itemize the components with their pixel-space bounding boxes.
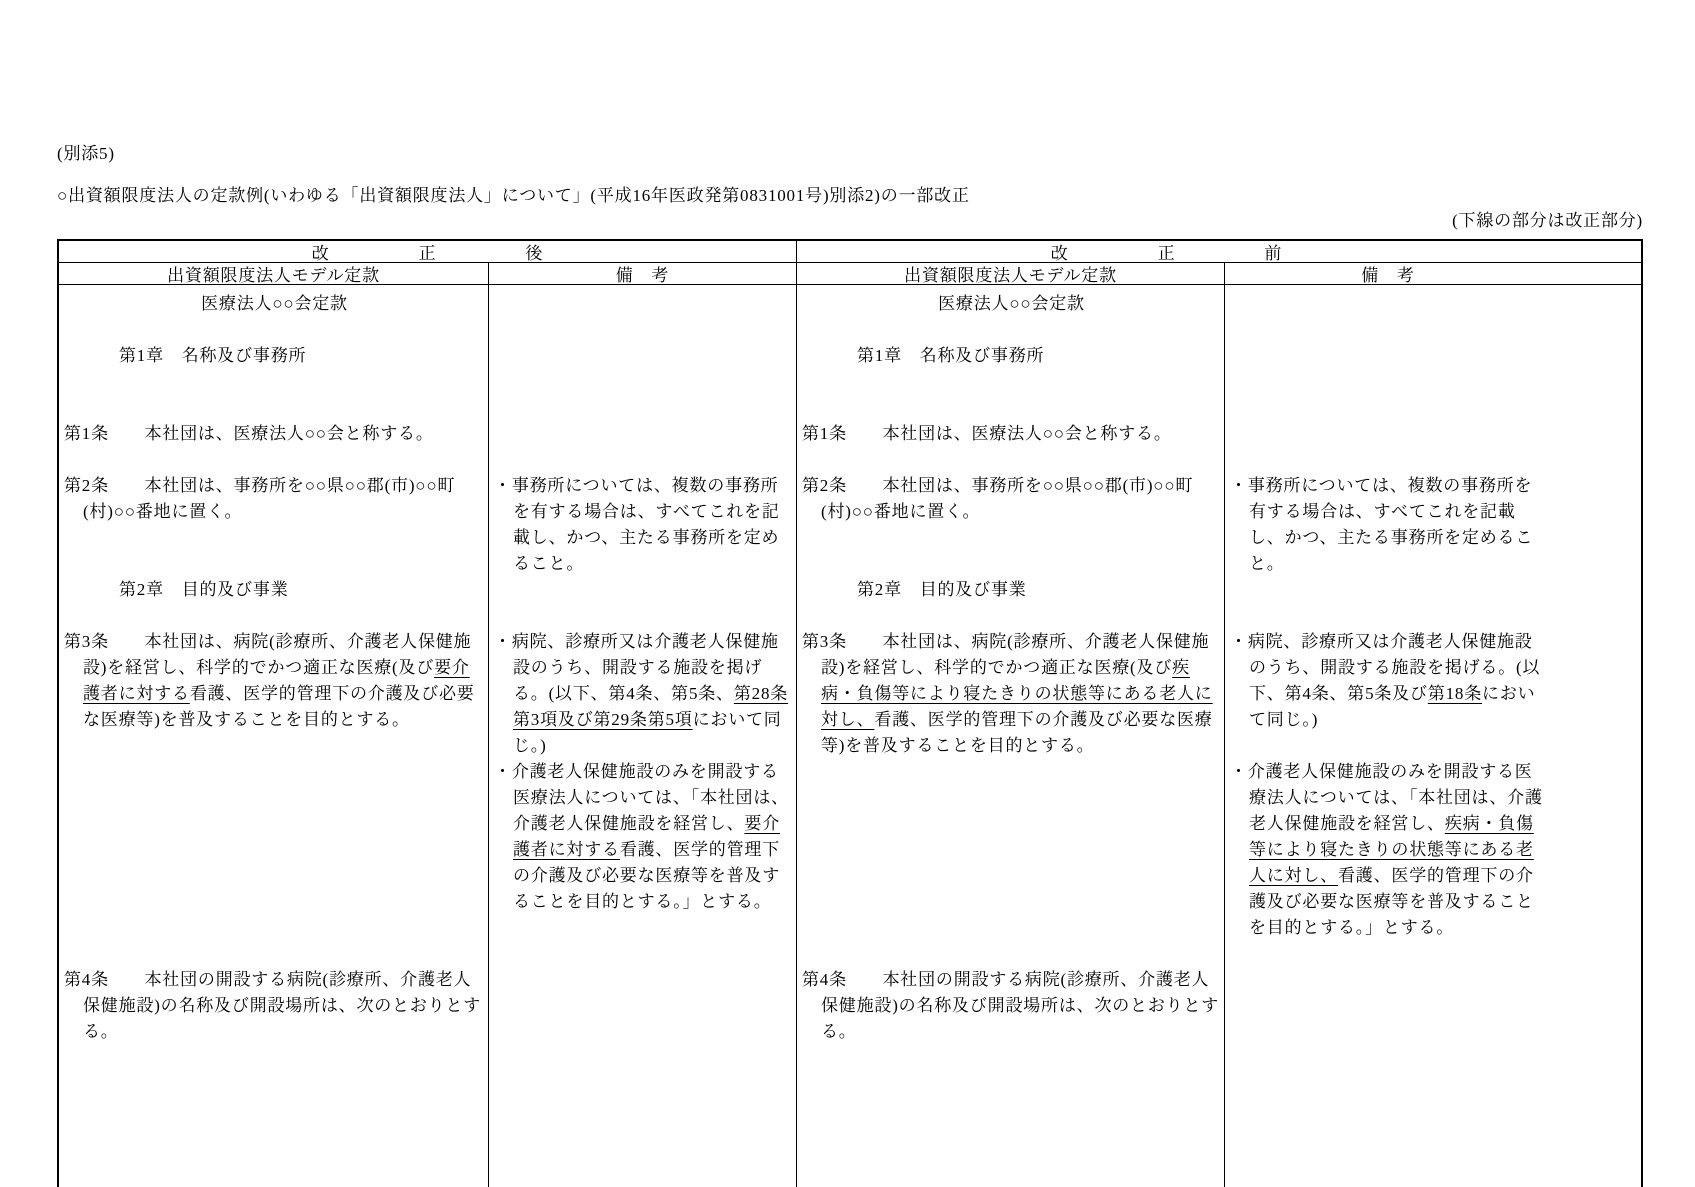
text-segment: 病院、診療所又は介護老人保健施設のうち、開設する施設を掲げる。(以下、第4条、第5条及び xyxy=(1247,632,1541,703)
spacer xyxy=(802,603,1221,629)
text-segment: 病院、診療所又は介護老人保健施設のうち、開設する施設を掲げる。(以下、第4条、第5条、 xyxy=(511,632,779,703)
charter-title xyxy=(64,291,485,317)
spacer xyxy=(494,291,793,473)
text-segment: 第4条 本社団の開設する病院(診療所、介護老人保健施設)の名称及び開設場所は、次のとおりとする。 xyxy=(64,970,482,1041)
article-paragraph xyxy=(64,629,485,733)
article-paragraph xyxy=(802,629,1221,759)
spacer xyxy=(1230,291,1543,473)
article-paragraph xyxy=(64,967,485,1045)
underlined-revision-text: 疾病・負傷等により寝たきりの状態等にある老人に対し、 xyxy=(821,658,1213,729)
bullet-marker: ・ xyxy=(1230,632,1248,651)
bullet-marker: ・ xyxy=(494,632,512,651)
remark-item xyxy=(1230,629,1543,733)
article-paragraph xyxy=(802,967,1221,1045)
text-segment: 第4条 本社団の開設する病院(診療所、介護老人保健施設)の名称及び開設場所は、次のとおりとする。 xyxy=(802,970,1220,1041)
text-segment: 事務所については、複数の事務所を有する場合は、すべてこれを記載し、かつ、主たる事務所を定めること。 xyxy=(511,476,780,573)
text-segment: 看護、医学的管理下の介護及び必要な医療等)を普及することを目的とする。 xyxy=(83,684,475,729)
spacer xyxy=(802,317,1221,343)
text-segment: において同じ。) xyxy=(1249,684,1536,729)
spacer xyxy=(802,525,1221,577)
text-segment: 第1条 本社団は、医療法人○○会と称する。 xyxy=(64,424,434,443)
bullet-marker: ・ xyxy=(494,762,512,781)
chapter-heading xyxy=(64,577,485,603)
text-segment: 第1章 名称及び事務所 xyxy=(119,346,307,365)
cell-before-model xyxy=(797,285,1225,1187)
underlined-revision-text: 要介護者に対する xyxy=(513,814,781,859)
spacer xyxy=(64,733,485,967)
chapter-heading xyxy=(802,343,1221,369)
text-segment: 事務所については、複数の事務所を有する場合は、すべてこれを記載し、かつ、主たる事務所を定めること。 xyxy=(1247,476,1534,573)
text-segment: 看護、医学的管理下の介護及び必要な医療等)を普及することを目的とする。 xyxy=(821,710,1213,755)
spacer xyxy=(64,447,485,473)
underlined-revision-text: 疾病・負傷等により寝たきりの状態等にある老人に対し、 xyxy=(1249,814,1534,885)
header-after-remarks: 備 考 xyxy=(489,263,797,285)
spacer xyxy=(802,759,1221,967)
comparison-table xyxy=(57,239,1643,1187)
text-segment: 医療法人○○会定款 xyxy=(201,294,348,313)
text-segment: 第3条 本社団は、病院(診療所、介護老人保健施設)を経営し、科学的でかつ適正な医療(及び xyxy=(64,632,472,677)
remark-item xyxy=(1230,473,1543,577)
text-segment: 第1章 名称及び事務所 xyxy=(857,346,1045,365)
cell-before-remarks xyxy=(1225,285,1641,1187)
underlined-revision-text: 要介護者に対する xyxy=(83,658,470,703)
document-title: ○出資額限度法人の定款例(いわゆる「出資額限度法人」について」(平成16年医政発第0831001号)別添2)の一部改正 xyxy=(57,186,970,205)
underlined-revision-text: 第28条第3項及び第29条第5項 xyxy=(513,684,789,729)
article-paragraph xyxy=(802,473,1221,525)
cell-after-remarks xyxy=(489,285,797,1187)
text-segment: 医療法人○○会定款 xyxy=(938,294,1085,313)
text-segment: 看護、医学的管理下の介護及び必要な医療等を普及することを目的とする。」とする。 xyxy=(1249,866,1534,937)
underline-note: (下線の部分は改正部分) xyxy=(1452,211,1643,230)
bullet-marker: ・ xyxy=(1230,476,1248,495)
spacer xyxy=(64,525,485,577)
article-paragraph xyxy=(64,473,485,525)
chapter-heading xyxy=(64,343,485,369)
remark-item xyxy=(494,473,793,577)
spacer xyxy=(64,317,485,343)
header-before: 改 正 前 xyxy=(797,241,1641,263)
header-before-model: 出資額限度法人モデル定款 xyxy=(797,263,1225,285)
text-segment: 第2条 本社団は、事務所を○○県○○郡(市)○○町(村)○○番地に置く。 xyxy=(802,476,1194,521)
remark-item xyxy=(494,759,793,915)
attachment-label: (別添5) xyxy=(57,144,115,163)
cell-after-model xyxy=(59,285,489,1187)
bullet-marker: ・ xyxy=(494,476,512,495)
text-segment: 第1条 本社団は、医療法人○○会と称する。 xyxy=(802,424,1172,443)
text-segment: 介護老人保健施設のみを開設する医療法人については、「本社団は、介護老人保健施設を経営し、 xyxy=(1247,762,1543,833)
text-segment: 看護、医学的管理下の介護及び必要な医療等を普及することを目的とする。」とする。 xyxy=(513,840,781,911)
underlined-revision-text: 第18条 xyxy=(1427,684,1483,703)
text-segment: 第2章 目的及び事業 xyxy=(119,580,289,599)
spacer xyxy=(802,447,1221,473)
spacer xyxy=(494,577,793,629)
chapter-heading xyxy=(802,577,1221,603)
text-segment: 第2条 本社団は、事務所を○○県○○郡(市)○○町(村)○○番地に置く。 xyxy=(64,476,456,521)
text-segment: において同じ。) xyxy=(513,710,782,755)
spacer xyxy=(64,369,485,421)
header-after: 改 正 後 xyxy=(59,241,797,263)
article-paragraph xyxy=(64,421,485,447)
spacer xyxy=(1230,733,1543,759)
charter-title xyxy=(802,291,1221,317)
text-segment: 第2章 目的及び事業 xyxy=(857,580,1027,599)
header-before-remarks: 備 考 xyxy=(1225,263,1641,285)
article-paragraph xyxy=(802,421,1221,447)
spacer xyxy=(802,369,1221,421)
text-segment: 介護老人保健施設のみを開設する医療法人については、「本社団は、介護老人保健施設を経営し、 xyxy=(511,762,789,833)
spacer xyxy=(64,603,485,629)
bullet-marker: ・ xyxy=(1230,762,1248,781)
spacer xyxy=(1230,577,1543,629)
remark-item xyxy=(1230,759,1543,941)
text-segment: 第3条 本社団は、病院(診療所、介護老人保健施設)を経営し、科学的でかつ適正な医療(及び xyxy=(802,632,1210,677)
header-after-model: 出資額限度法人モデル定款 xyxy=(59,263,489,285)
remark-item xyxy=(494,629,793,759)
